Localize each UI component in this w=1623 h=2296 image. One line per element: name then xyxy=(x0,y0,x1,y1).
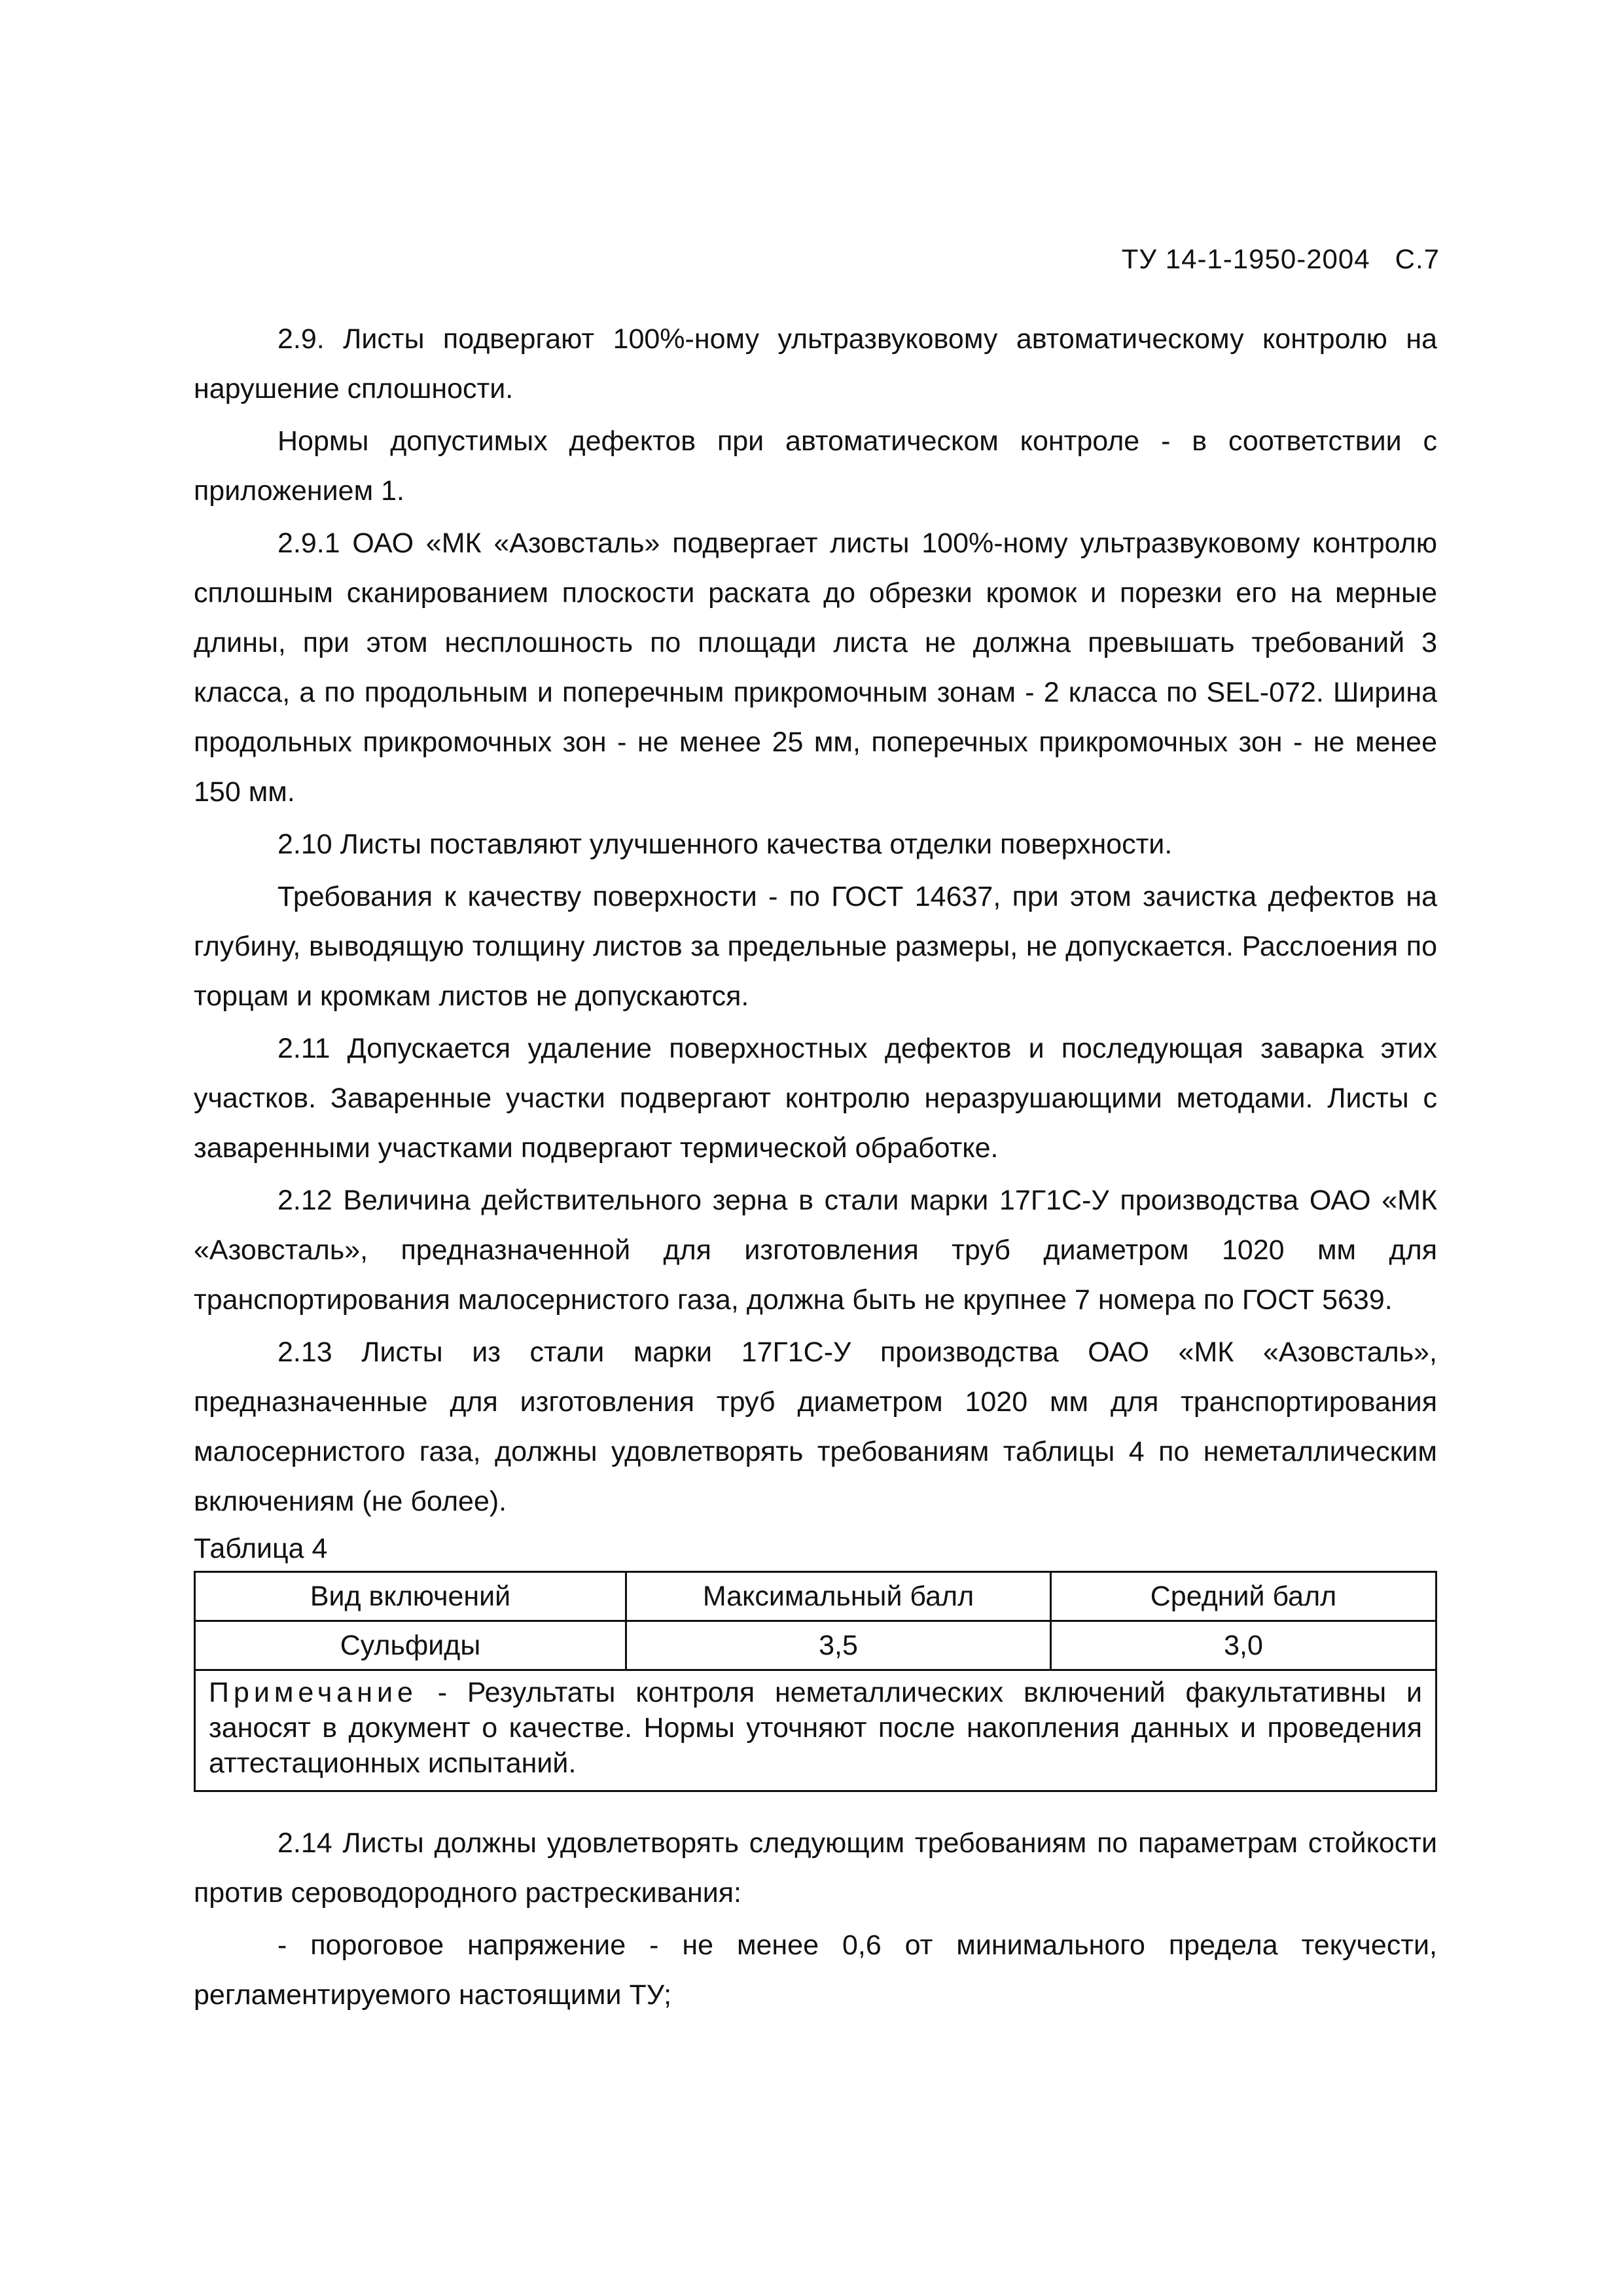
table-caption: Таблица 4 xyxy=(194,1533,328,1564)
paragraph-2-11: 2.11 Допускается удаление поверхностных дефектов и последующая заварка этих участков. Заваренные участки подвергают контролю неразрушающими методами. Листы с заваренными участками подвергают термической обработке. xyxy=(194,1033,1437,1164)
table-cell: Сульфиды xyxy=(195,1621,626,1670)
document-body xyxy=(194,314,1437,2022)
inclusions-table xyxy=(194,1571,1437,1792)
document-code: ТУ 14-1-1950-2004 xyxy=(1121,243,1370,274)
page-header xyxy=(1099,243,1440,275)
paragraph-2-14: 2.14 Листы должны удовлетворять следующим требованиям по параметрам стойкости против сероводородного растрескивания: xyxy=(194,1827,1437,1909)
page-number: С.7 xyxy=(1395,243,1440,274)
paragraph-2-9: 2.9. Листы подвергают 100%-ному ультразвуковому автоматическому контролю на нарушение сплошности. xyxy=(194,323,1437,404)
note-label: Примечание xyxy=(209,1677,418,1708)
note-text: - Результаты контроля неметаллических включений факультативны и заносят в документ о качестве. Нормы уточняют после накопления данных и проведения аттестационных испытаний. xyxy=(209,1677,1422,1779)
table-header-cell: Максимальный балл xyxy=(626,1572,1051,1621)
table-note xyxy=(195,1670,1436,1791)
paragraph-2-9-norms: Нормы допустимых дефектов при автоматическом контроле - в соответствии с приложением 1. xyxy=(194,425,1437,507)
paragraph-2-10-requirements: Требования к качеству поверхности - по ГОСТ 14637, при этом зачистка дефектов на глубину, выводящую толщину листов за предельные размеры, не допускается. Расслоения по торцам и кромкам листов не допускаются. xyxy=(194,881,1437,1012)
paragraph-2-9-1: 2.9.1 ОАО «МК «Азовсталь» подвергает листы 100%-ному ультразвуковому контролю сплошным сканированием плоскости раската до обрезки кромок и порезки его на мерные длины, при этом несплошность по площади листа не должна превышать требований 3 класса, а по продольным и поперечным прикромочным зонам - 2 класса по SEL-072. Ширина продольных прикромочных зон - не менее 25 мм, поперечных прикромочных зон - не менее 150 мм. xyxy=(194,528,1437,808)
paragraph-2-12: 2.12 Величина действительного зерна в стали марки 17Г1С-У производства ОАО «МК «Азовсталь», предназначенной для изготовления труб диаметром 1020 мм для транспортирования малосернистого газа, должна быть не крупнее 7 номера по ГОСТ 5639. xyxy=(194,1185,1437,1316)
table-row xyxy=(195,1621,1436,1670)
spacer xyxy=(194,1792,1437,1818)
table-note-row xyxy=(195,1670,1436,1791)
table-header-cell: Средний балл xyxy=(1051,1572,1436,1621)
paragraph-2-10: 2.10 Листы поставляют улучшенного качества отделки поверхности. xyxy=(277,829,1173,860)
paragraph-2-13: 2.13 Листы из стали марки 17Г1С-У производства ОАО «МК «Азовсталь», предназначенные для изготовления труб диаметром 1020 мм для транспортирования малосернистого газа, должны удовлетворять требованиям таблицы 4 по неметаллическим включениям (не более). xyxy=(194,1336,1437,1517)
table-cell: 3,0 xyxy=(1051,1621,1436,1670)
table-header-row xyxy=(195,1572,1436,1621)
table-cell: 3,5 xyxy=(626,1621,1051,1670)
table-header-cell: Вид включений xyxy=(195,1572,626,1621)
paragraph-threshold-stress: - пороговое напряжение - не менее 0,6 от минимального предела текучести, регламентируемого настоящими ТУ; xyxy=(194,1929,1437,2011)
